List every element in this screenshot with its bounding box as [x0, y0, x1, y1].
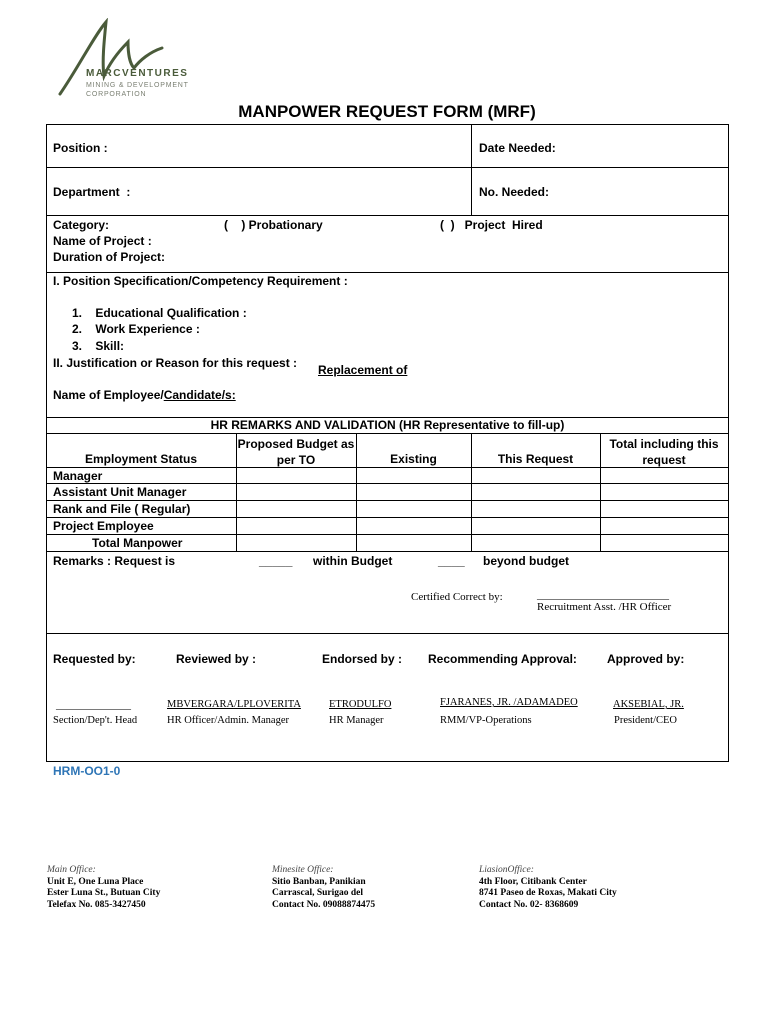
- spec-heading: I. Position Specification/Competency Requirement :: [53, 274, 348, 288]
- certified-label: Certified Correct by:: [411, 591, 503, 603]
- justification-label: II. Justification or Reason for this request :: [53, 356, 298, 370]
- col-total: Total including this request: [609, 437, 719, 467]
- certified-line[interactable]: ________________________: [537, 589, 669, 601]
- col-existing: Existing: [390, 452, 437, 466]
- approved-by-label: Approved by:: [607, 652, 685, 666]
- footer-liaison-office: LiasionOffice: 4th Floor, Citibank Center 8741 Paseo de Roxas, Makati City Contact No. 02- 8368609: [479, 865, 617, 910]
- department-label: Department :: [53, 185, 131, 199]
- row-total-manpower: Total Manpower: [92, 536, 183, 550]
- within-budget-label: within Budget: [313, 554, 393, 568]
- requested-by-label: Requested by:: [53, 652, 136, 666]
- col-proposed-budget: Proposed Budget as per TO: [237, 437, 355, 467]
- date-needed-label: Date Needed:: [479, 141, 556, 155]
- department-field[interactable]: [140, 172, 465, 212]
- row-manager: Manager: [53, 469, 103, 483]
- date-needed-field[interactable]: [565, 130, 723, 164]
- requested-by-role: Section/Dep't. Head: [53, 715, 138, 726]
- endorsed-by-label: Endorsed by :: [322, 652, 403, 666]
- logo-name: MARCVENTURES: [86, 68, 189, 79]
- spec-item-3: 3. Skill:: [72, 339, 125, 353]
- duration-label: Duration of Project:: [53, 250, 166, 264]
- spec-item-1: 1. Educational Qualification :: [72, 306, 247, 320]
- probationary-checkbox[interactable]: ( ) Probationary: [224, 218, 323, 232]
- category-label: Category:: [53, 218, 110, 232]
- position-field[interactable]: [120, 130, 465, 164]
- beyond-blank[interactable]: ____: [438, 554, 465, 568]
- requested-by-name[interactable]: _______________: [56, 700, 131, 711]
- footer-main-office: Main Office: Unit E, One Luna Place Ester Luna St., Butuan City Telefax No. 085-3427450: [47, 865, 161, 910]
- remarks-label: Remarks : Request is: [53, 554, 176, 568]
- form-code: HRM-OO1-0: [53, 764, 121, 778]
- col-employment-status: Employment Status: [84, 452, 198, 466]
- endorsed-by-name: ETRODULFO: [329, 699, 392, 710]
- replacement-label: Replacement of: [318, 363, 408, 377]
- col-this-request: This Request: [497, 452, 574, 466]
- reviewed-by-role: HR Officer/Admin. Manager: [167, 715, 289, 726]
- recommending-approval-role: RMM/VP-Operations: [440, 715, 532, 726]
- reviewed-by-label: Reviewed by :: [176, 652, 257, 666]
- name-of-project-label: Name of Project :: [53, 234, 152, 248]
- certified-role: Recruitment Asst. /HR Officer: [537, 601, 672, 613]
- no-needed-label: No. Needed:: [479, 185, 550, 199]
- endorsed-by-role: HR Manager: [329, 715, 384, 726]
- row-rank-and-file: Rank and File ( Regular): [53, 502, 191, 516]
- project-hired-checkbox[interactable]: ( ) Project Hired: [440, 218, 543, 232]
- recommending-approval-name: FJARANES, JR. /ADAMADEO: [440, 697, 578, 708]
- footer-minesite-office: Minesite Office: Sitio Banban, Panikian Carrascal, Surigao del Contact No. 09088874475: [272, 865, 376, 910]
- beyond-budget-label: beyond budget: [483, 554, 569, 568]
- no-needed-field[interactable]: [560, 172, 723, 212]
- row-assistant-unit-manager: Assistant Unit Manager: [53, 485, 187, 499]
- within-blank[interactable]: _____: [259, 554, 293, 568]
- logo-sub1: MINING & DEVELOPMENT: [86, 82, 189, 89]
- row-project-employee: Project Employee: [53, 519, 154, 533]
- approved-by-name: AKSEBIAL, JR.: [613, 699, 684, 710]
- reviewed-by-name: MBVERGARA/LPLOVERITA: [167, 699, 301, 710]
- form-title: MANPOWER REQUEST FORM (MRF): [238, 102, 536, 121]
- recommending-approval-label: Recommending Approval:: [428, 652, 577, 666]
- logo-sub2: CORPORATION: [86, 91, 147, 98]
- approved-by-role: President/CEO: [614, 715, 677, 726]
- position-label: Position :: [53, 141, 108, 155]
- hr-heading: HR REMARKS AND VALIDATION (HR Representative to fill-up): [210, 418, 565, 432]
- spec-item-2: 2. Work Experience :: [72, 322, 200, 336]
- name-of-employee-label: Name of Employee/Candidate/s:: [53, 388, 236, 402]
